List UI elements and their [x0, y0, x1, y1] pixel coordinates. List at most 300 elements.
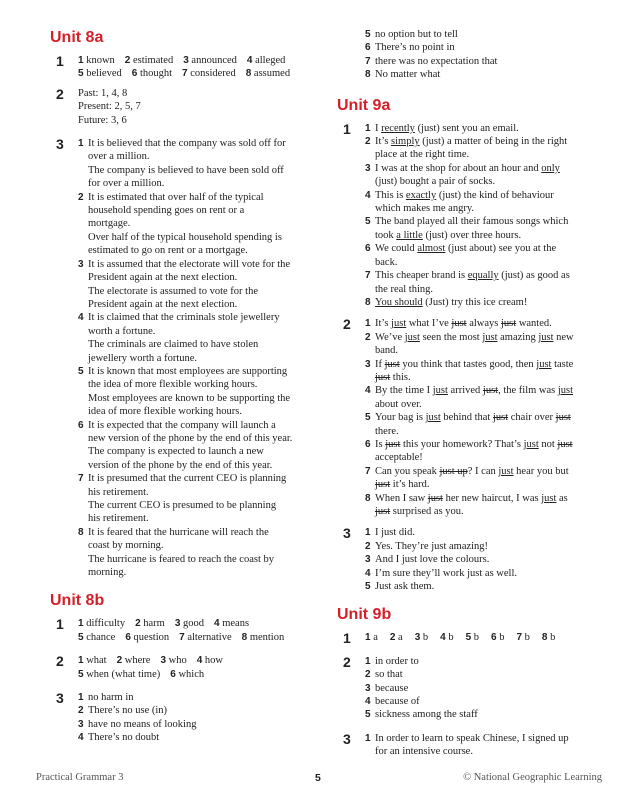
answer-list [365, 732, 593, 759]
answer-text: b [550, 632, 556, 644]
underlined-word: just [498, 465, 514, 477]
struck-word: just up [439, 465, 468, 477]
underlined-word: equally [467, 270, 499, 282]
answer-line: In order to learn to speak Chinese, I signed up [375, 732, 569, 744]
underlined-word: just [523, 438, 539, 450]
exercise [337, 732, 593, 759]
answer-line [375, 256, 593, 269]
answer-text: what [86, 655, 107, 667]
answer-line [375, 122, 593, 135]
answer-number: 6 [125, 631, 131, 643]
answer-item [365, 526, 593, 539]
answer-pair [440, 631, 453, 644]
exercise-number: 1 [56, 53, 64, 69]
underlined-word: just [536, 358, 552, 370]
answer-number: 2 [389, 632, 396, 644]
text-segment: Your bag is [375, 412, 426, 424]
answer-row [365, 631, 593, 644]
answer-line [375, 451, 593, 464]
answer-item [365, 668, 593, 681]
answer-line: Just ask them. [375, 581, 435, 593]
struck-word: just [427, 492, 443, 504]
answer-number: 3 [365, 554, 371, 566]
text-segment: When I saw [375, 492, 428, 504]
answer-pair [179, 631, 232, 644]
answer-item [365, 331, 593, 358]
answer-item [365, 215, 593, 242]
answer-line [375, 135, 593, 148]
answer-row [78, 617, 312, 630]
answer-line: Past: 1, 4, 8 [78, 87, 128, 99]
exercise-number: 3 [56, 690, 64, 707]
answer-number: 2 [135, 618, 141, 630]
text-segment: (just) bought a pair of socks. [375, 176, 496, 188]
answer-item [365, 55, 593, 68]
text-segment: taste [551, 358, 574, 370]
answer-list [365, 122, 593, 310]
answer-line [375, 189, 593, 202]
answer-text: alleged [255, 55, 286, 66]
answer-pair [132, 67, 172, 80]
answer-text: estimated [132, 55, 174, 66]
answer-line: No matter what [375, 69, 441, 81]
text-segment: It’s [375, 318, 392, 330]
answer-line [375, 384, 593, 397]
answer-line: The hurricane is feared to reach the coast by [88, 553, 274, 565]
answer-item [365, 540, 593, 553]
answer-pair [390, 631, 403, 644]
answer-line: It is claimed that the criminals stole jewellery [88, 312, 280, 324]
answer-item [365, 189, 593, 216]
answer-number: 8 [365, 492, 371, 504]
answer-number: 1 [78, 655, 84, 667]
text-segment: you think that tastes good, then [399, 358, 537, 370]
answer-line [375, 269, 593, 282]
answer-number: 2 [365, 331, 371, 343]
answer-line: It is believed that the company was sold off for [88, 138, 286, 150]
answer-number: 2 [365, 136, 371, 148]
exercise [50, 87, 312, 127]
answer-item [365, 358, 593, 385]
underlined-word: almost [417, 243, 446, 255]
answer-line [375, 175, 593, 188]
right-column [337, 28, 593, 765]
text-segment: there. [375, 425, 399, 437]
answer-pair [491, 631, 504, 644]
answer-line: Over half of the typical household spending is [88, 231, 282, 243]
struck-word: just [482, 385, 499, 397]
answer-item [365, 68, 593, 81]
exercise-number: 3 [343, 525, 351, 542]
text-segment: it’s hard. [390, 479, 430, 491]
answer-list [365, 526, 593, 593]
exercise [50, 654, 312, 681]
answer-number: 6 [365, 438, 371, 450]
exercise-number: 3 [56, 136, 64, 153]
answer-pair [365, 631, 378, 644]
answer-text: harm [143, 618, 165, 630]
answer-number: 4 [365, 385, 371, 397]
answer-text: b [422, 632, 429, 644]
answer-line [375, 242, 593, 255]
text-segment: as [556, 492, 568, 504]
answer-pair [542, 631, 555, 644]
answer-number: 1 [78, 618, 84, 630]
answer-number: 5 [365, 29, 371, 40]
answer-line: version of the phone by the end of this year. [88, 459, 273, 471]
answer-item [365, 41, 593, 54]
exercise [50, 137, 312, 579]
answer-pair [117, 654, 151, 667]
answer-line [375, 478, 593, 491]
answer-number: 6 [491, 632, 497, 644]
answer-number: 1 [365, 527, 371, 539]
answer-number: 7 [365, 270, 371, 282]
underlined-word: just [404, 331, 420, 343]
text-segment: took [375, 229, 397, 241]
answer-row [78, 668, 312, 681]
answer-number: 8 [78, 526, 84, 538]
answer-number: 4 [440, 632, 446, 644]
underlined-word: simply [391, 136, 420, 148]
left-column [50, 28, 312, 751]
answer-list [365, 28, 593, 82]
text-segment: This cheaper brand is [375, 270, 468, 282]
answer-line: because of [375, 696, 420, 708]
answer-text: known [86, 55, 115, 66]
answer-pair [247, 54, 286, 67]
underlined-word: You should [375, 296, 423, 308]
answer-number: 8 [365, 69, 371, 81]
exercise [50, 691, 312, 745]
answer-item [365, 384, 593, 411]
answer-number: 4 [246, 55, 253, 66]
answer-line: President again at the next election. [88, 298, 238, 310]
answer-number: 3 [365, 162, 371, 174]
answer-list [78, 137, 312, 579]
answer-number: 3 [183, 55, 189, 66]
answer-number: 5 [365, 216, 371, 228]
answer-number: 1 [78, 55, 84, 66]
text-segment: The band played all their famous songs which [375, 216, 569, 228]
answer-pair [78, 631, 115, 644]
text-segment: This is [375, 189, 406, 201]
answer-item [78, 526, 312, 580]
answer-line: worth a fortune. [88, 325, 156, 337]
struck-word: just [385, 438, 401, 450]
text-segment: If [375, 358, 385, 370]
exercise [337, 630, 593, 647]
answer-line: The current CEO is presumed to be planning [88, 500, 277, 511]
answer-line: And I just love the colours. [375, 554, 490, 566]
exercise [50, 54, 312, 81]
answer-pair [242, 631, 285, 644]
answer-text: alternative [187, 631, 232, 643]
answer-line: for over a million. [88, 178, 165, 190]
text-segment: acceptable! [375, 452, 423, 464]
answer-line [375, 296, 593, 309]
answer-item [78, 311, 312, 365]
text-segment: her new haircut, I was [442, 492, 542, 504]
answer-item [78, 365, 312, 419]
answer-line: household spending goes on rent or a [88, 205, 245, 217]
struck-word: just [501, 318, 517, 330]
answer-item [365, 135, 593, 162]
answer-line: jewellery worth a fortune. [88, 352, 198, 364]
answer-item [365, 732, 593, 759]
answer-line [375, 331, 593, 344]
underlined-word: a little [396, 229, 423, 241]
answer-number: 5 [78, 631, 84, 643]
answer-number: 3 [78, 258, 84, 270]
answer-line [375, 438, 593, 451]
answer-pair [78, 654, 107, 667]
underlined-word: just [482, 331, 498, 343]
answer-line [375, 505, 593, 518]
underlined-word: just [557, 385, 574, 397]
answer-text: assumed [253, 68, 291, 80]
answer-line: have no means of looking [88, 718, 197, 730]
answer-number: 5 [78, 68, 84, 80]
underlined-word: just [432, 385, 448, 397]
underlined-word: only [541, 162, 560, 174]
answer-text: question [133, 631, 170, 643]
answer-pair [135, 617, 165, 630]
answer-number: 7 [516, 632, 523, 644]
answer-line: over a million. [88, 151, 150, 163]
answer-line: It is feared that the hurricane will reach the [88, 526, 269, 538]
answer-line: President again at the next election. [88, 272, 238, 284]
answer-line: The electorate is assumed to vote for the [88, 285, 258, 297]
text-segment: hear you but [513, 465, 569, 477]
answer-text: b [448, 632, 454, 644]
answer-pair [182, 67, 236, 80]
answer-pair [78, 668, 160, 681]
text-segment: Is [375, 438, 386, 450]
answer-number: 4 [196, 655, 203, 667]
answer-number: 4 [365, 567, 371, 579]
exercise [337, 526, 593, 593]
answer-line: his retirement. [88, 486, 149, 498]
text-segment: what I’ve [406, 318, 452, 330]
underlined-word: just [391, 318, 407, 330]
exercise-number: 1 [343, 120, 351, 137]
answer-list [365, 655, 593, 722]
text-segment: (just) a matter of being in the right [419, 136, 568, 148]
answer-line [375, 411, 593, 424]
answer-pair [516, 631, 529, 644]
answer-line: It is expected that the company will launch a [88, 419, 276, 431]
answer-item [365, 682, 593, 695]
answer-pair [160, 654, 186, 667]
text-segment: (just) as good as [498, 270, 570, 282]
answer-item [78, 704, 312, 717]
answer-number: 7 [365, 55, 371, 67]
answer-pair [125, 54, 173, 67]
struck-word: just [384, 358, 400, 370]
answer-number: 6 [131, 68, 138, 80]
exercise-number: 3 [343, 730, 351, 747]
answer-line: The company is believed to have been sold off [88, 164, 284, 176]
answer-number: 7 [179, 631, 185, 643]
answer-number: 1 [365, 655, 371, 667]
exercise-number: 1 [343, 630, 351, 647]
text-segment: surprised as you. [390, 506, 464, 517]
page-number: 5 [315, 772, 321, 784]
answer-pair [78, 617, 125, 630]
unit-title: Unit 9a [337, 96, 391, 114]
answer-line: coast by morning. [88, 540, 164, 552]
answer-line: It is presumed that the current CEO is planning [88, 473, 287, 485]
answer-line [375, 425, 593, 438]
answer-text: b [473, 632, 480, 644]
text-segment: about over. [375, 398, 422, 410]
answer-number: 3 [174, 618, 181, 630]
answer-line: because [375, 682, 409, 694]
answer-line: Yes. They’re just amazing! [375, 540, 489, 552]
underlined-word: just [538, 331, 554, 343]
answer-line: Future: 3, 6 [78, 114, 127, 126]
answer-number: 3 [78, 718, 84, 730]
answer-number: 1 [78, 692, 84, 704]
answer-line: the idea of more flexible working hours. [88, 379, 258, 391]
answer-row [78, 54, 312, 67]
answer-number: 2 [78, 191, 84, 203]
answer-item [365, 242, 593, 269]
answer-item [365, 411, 593, 438]
answer-line: sickness among the staff [375, 709, 478, 721]
answer-pair [415, 631, 428, 644]
text-segment: I was at the shop for about an hour and [375, 162, 542, 174]
unit-title: Unit 8a [50, 29, 104, 46]
answer-text: b [499, 632, 505, 644]
answer-number: 2 [116, 655, 123, 667]
answer-item [78, 419, 312, 473]
answer-line: mortgage. [88, 218, 131, 230]
text-segment: We’ve [375, 331, 405, 343]
text-segment: chair over [508, 412, 556, 424]
answer-text: a [398, 632, 403, 644]
answer-number: 3 [365, 358, 371, 370]
answer-row [78, 67, 312, 80]
answer-line: his retirement. [88, 513, 149, 525]
text-segment: We could [375, 243, 418, 255]
answer-number: 2 [365, 540, 371, 552]
answer-text: announced [191, 55, 237, 66]
text-segment: new [553, 331, 574, 343]
answer-line [375, 229, 593, 242]
answer-number: 2 [124, 55, 131, 66]
answer-line: There’s no doubt [88, 732, 160, 744]
answer-number: 8 [365, 296, 371, 308]
answer-number: 4 [78, 312, 84, 324]
answer-line: Present: 2, 5, 7 [78, 101, 141, 113]
answer-pair [125, 631, 169, 644]
answer-list [78, 691, 312, 745]
text-segment: ? I can [467, 465, 499, 477]
answer-text: thought [139, 68, 173, 80]
answer-text: a [373, 632, 378, 644]
text-segment: the real thing. [375, 283, 434, 295]
answer-number: 1 [78, 138, 84, 150]
answer-number: 5 [365, 581, 371, 593]
answer-line: in order to [375, 655, 419, 667]
answer-number: 5 [465, 632, 472, 644]
answer-number: 6 [365, 243, 371, 255]
answer-line: It is assumed that the electorate will vote for the [88, 258, 291, 270]
answer-item [78, 718, 312, 731]
text-segment: always [466, 318, 502, 330]
struck-word: just [451, 318, 467, 330]
answer-item [365, 492, 593, 519]
exercise-number: 2 [343, 316, 351, 333]
answer-number: 8 [245, 68, 252, 80]
answer-item [78, 691, 312, 704]
text-segment: (Just) try this ice cream! [422, 296, 528, 308]
answer-item [78, 472, 312, 526]
answer-number: 8 [241, 631, 248, 643]
answer-item [365, 296, 593, 309]
struck-word: just [375, 371, 391, 383]
text-segment: By the time I [375, 385, 433, 397]
answer-item [365, 438, 593, 465]
answer-number: 3 [414, 632, 421, 644]
answer-line: Most employees are known to be supporting the [88, 392, 291, 404]
answer-line: I’m sure they’ll work just as well. [375, 567, 518, 579]
text-segment: (just) the kind of behaviour [436, 189, 554, 201]
answer-line: There’s no point in [375, 42, 455, 54]
answer-item [365, 708, 593, 721]
answer-line [375, 202, 593, 215]
answer-line [375, 283, 593, 296]
answer-item [365, 122, 593, 135]
answer-line: I just did. [375, 527, 415, 539]
answer-text: chance [86, 631, 116, 643]
answer-number: 7 [78, 473, 84, 485]
answer-line: no harm in [88, 692, 134, 704]
text-segment: , the film was [498, 385, 558, 397]
answer-number: 2 [78, 705, 84, 717]
answer-number: 1 [365, 732, 371, 744]
answer-line [375, 162, 593, 175]
answer-item [365, 269, 593, 296]
answer-number: 3 [160, 655, 167, 667]
text-segment: not [538, 438, 558, 450]
answer-line [375, 492, 593, 505]
answer-line: no option but to tell [375, 29, 458, 40]
text-segment: place at the right time. [375, 149, 470, 161]
answer-line [375, 358, 593, 371]
exercise-number: 1 [56, 616, 64, 633]
answer-item [365, 317, 593, 330]
exercise [337, 122, 593, 310]
exercise-number: 2 [56, 85, 64, 102]
answer-text: who [168, 655, 187, 667]
answer-pair [78, 67, 122, 80]
answer-item [78, 191, 312, 258]
answer-pair [78, 54, 115, 67]
answer-text: how [204, 655, 224, 667]
text-segment: arrived [447, 385, 483, 397]
answer-number: 6 [78, 419, 84, 431]
answer-pair [466, 631, 479, 644]
struck-word: just [375, 506, 391, 517]
answer-item [78, 137, 312, 191]
copyright: © National Geographic Learning [463, 772, 602, 783]
answer-line [375, 344, 593, 357]
answer-line [375, 148, 593, 161]
struck-word: just [492, 412, 509, 424]
